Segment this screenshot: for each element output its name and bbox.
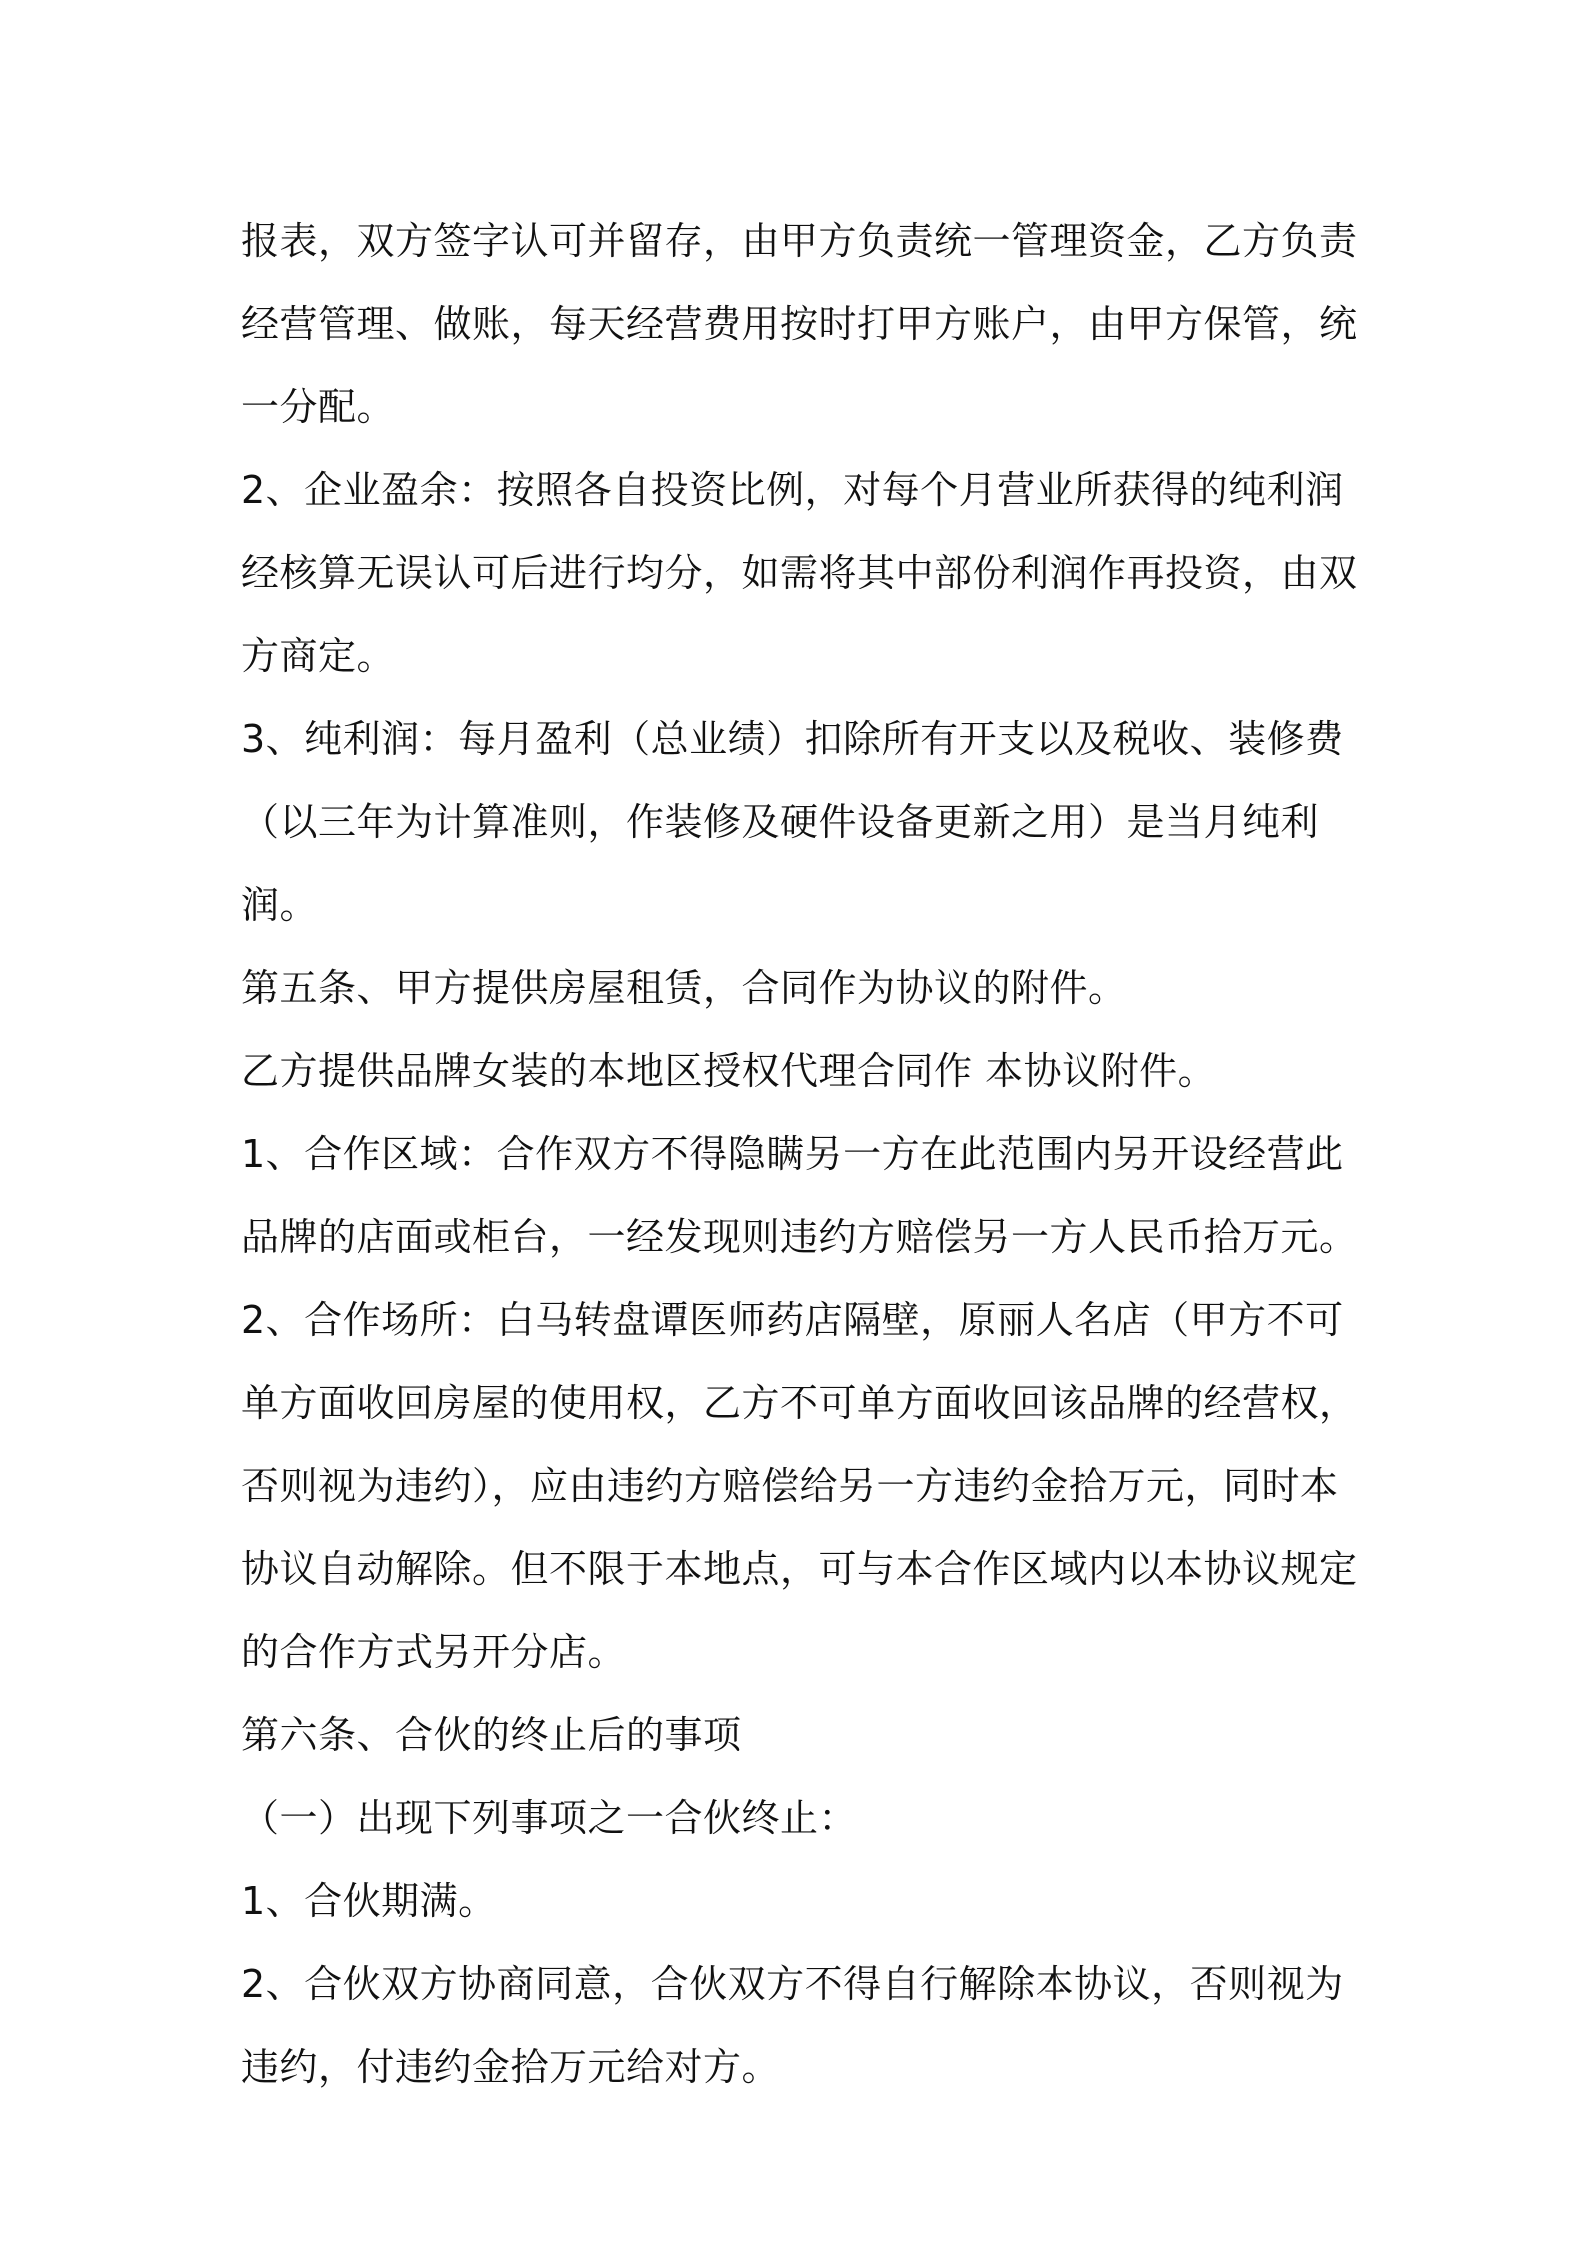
subsection-termination-events: （一）出现下列事项之一合伙终止： — [241, 1796, 858, 1840]
paragraph-term-expiry: 1、合伙期满。 — [241, 1879, 497, 1923]
paragraph-brand-authorization: 乙方提供品牌女装的本地区授权代理合同作 本协议附件。 — [241, 1049, 1217, 1093]
document-body — [241, 200, 1361, 2109]
paragraph-cooperation-region: 1、合作区域：合作双方不得隐瞒另一方在此范围内另开设经营此品牌的店面或柜台，一经发现则违约方赔偿另一方人民币拾万元。 — [241, 1132, 1358, 1259]
article-five-heading: 第五条、甲方提供房屋租赁，合同作为协议的附件。 — [241, 966, 1127, 1010]
paragraph-enterprise-surplus: 2、企业盈余：按照各自投资比例，对每个月营业所获得的纯利润经核算无误认可后进行均分，如需将其中部份利润作再投资，由双方商定。 — [241, 468, 1358, 678]
article-six-heading: 第六条、合伙的终止后的事项 — [241, 1713, 742, 1757]
paragraph-mutual-agreement: 2、合伙双方协商同意，合伙双方不得自行解除本协议，否则视为违约，付违约金拾万元给对方。 — [241, 1962, 1344, 2089]
paragraph-fund-management: 报表，双方签字认可并留存，由甲方负责统一管理资金，乙方负责经营管理、做账，每天经营费用按时打甲方账户，由甲方保管，统一分配。 — [241, 219, 1358, 429]
paragraph-net-profit: 3、纯利润：每月盈利（总业绩）扣除所有开支以及税收、装修费（以三年为计算准则，作装修及硬件设备更新之用）是当月纯利润。 — [241, 717, 1344, 927]
paragraph-cooperation-venue: 2、合作场所：白马转盘谭医师药店隔壁，原丽人名店（甲方不可单方面收回房屋的使用权，乙方不可单方面收回该品牌的经营权，否则视为违约），应由违约方赔偿给另一方违约金拾万元，同时本协议自动解除。但不限于本地点，可与本合作区域内以本协议规定的合作方式另开分店。 — [241, 1298, 1358, 1674]
